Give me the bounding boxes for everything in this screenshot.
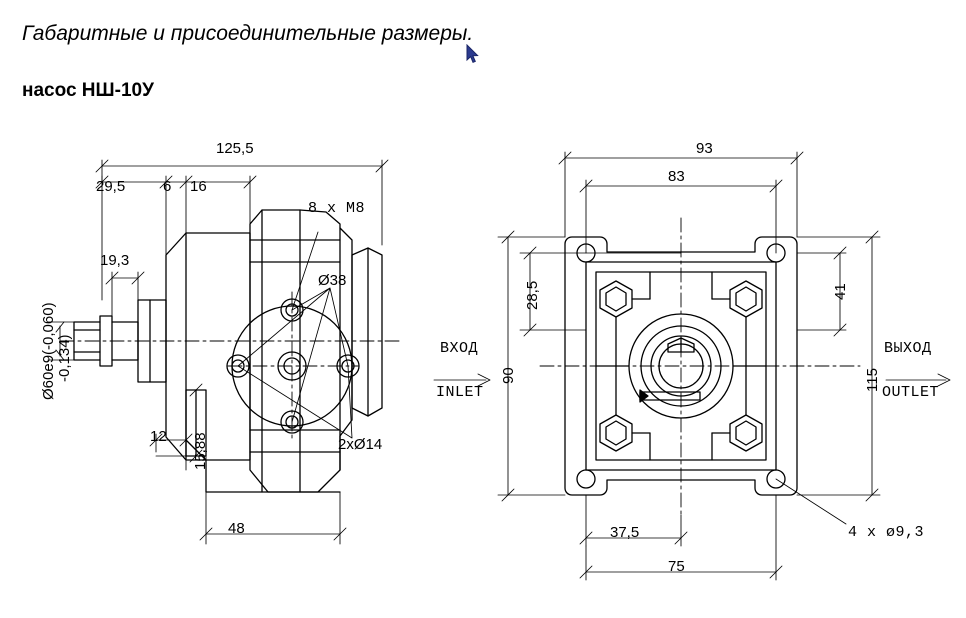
dim-shaft-diameter-line2: -0,134): [56, 334, 73, 382]
callout-holes: 2xØ14: [338, 436, 383, 453]
dim-height-90: 90: [500, 367, 517, 384]
dim-width-83: 83: [668, 168, 685, 185]
callout-thread: 8 x M8: [308, 200, 366, 217]
dim-shaft-length: 19,3: [100, 252, 130, 269]
dim-width-75: 75: [668, 558, 685, 575]
dim-bolt-circle: Ø38: [318, 272, 347, 289]
port-inlet-ru: ВХОД: [440, 340, 479, 357]
dim-shaft-diameter-line1: Ø60е9(-0,060): [40, 302, 57, 400]
side-view-centerlines: [60, 292, 400, 442]
port-outlet-ru: ВЫХОД: [884, 340, 932, 357]
dim-flange-offset: 29,5: [96, 178, 126, 195]
port-inlet-en: INLET: [436, 384, 484, 401]
dim-overall-length: 125,5: [216, 140, 254, 157]
dim-key-height: 15,88: [192, 432, 209, 470]
page-title: Габаритные и присоединительные размеры.: [22, 22, 474, 45]
dim-width-37-5: 37,5: [610, 524, 640, 541]
dim-height-28-5: 28,5: [524, 280, 541, 310]
callout-mount-holes: 4 x ø9,3: [848, 524, 925, 541]
dim-step-6: 6: [163, 178, 172, 195]
dim-step-16: 16: [190, 178, 207, 195]
port-outlet-en: OUTLET: [882, 384, 940, 401]
dim-width-93: 93: [696, 140, 713, 157]
dim-height-41: 41: [832, 283, 849, 300]
dim-height-115: 115: [864, 368, 881, 392]
dim-key-width: 12: [150, 428, 167, 445]
dim-base-width: 48: [228, 520, 245, 537]
pump-model-title: насос НШ-10У: [22, 80, 154, 101]
